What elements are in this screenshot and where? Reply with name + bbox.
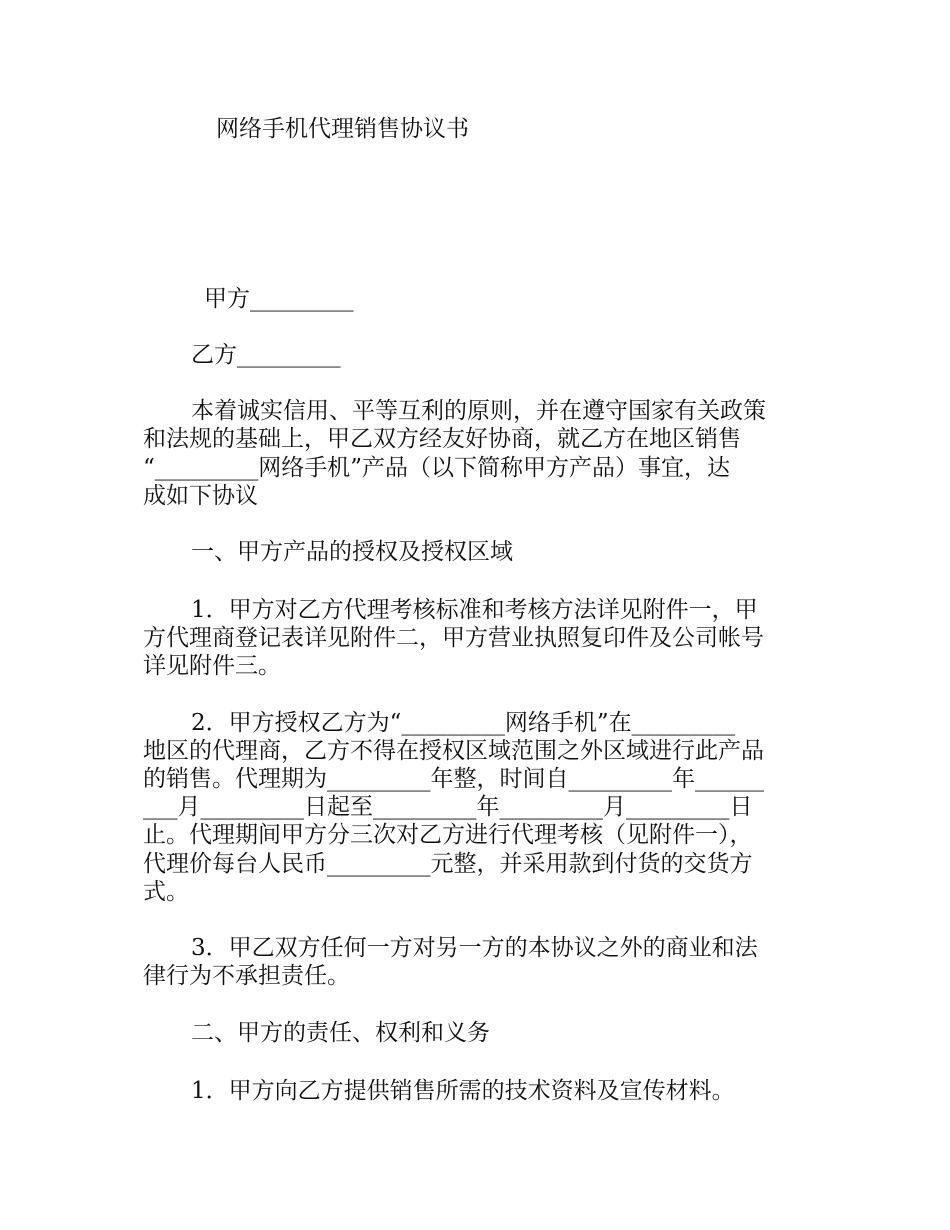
section1-item1-line-2: 方代理商登记表详见附件二，甲方营业执照复印件及公司帐号: [143, 625, 764, 651]
preamble-line-2: 和法规的基础上，甲乙双方经友好协商，就乙方在地区销售: [143, 426, 741, 452]
section1-item1-line-1: 1．甲方对乙方代理考核标准和考核方法详见附件一，甲: [191, 597, 758, 623]
party-b-line: 乙方_________: [191, 342, 341, 368]
section1-item2-line-4: ___月_________日起至_________年_________月_________日: [143, 794, 753, 820]
section1-item2-line-1: 2．甲方授权乙方为“_________网络手机”在_________: [191, 710, 736, 736]
section2-heading: 二、甲方的责任、权利和义务: [191, 1020, 490, 1046]
document-title: 网络手机代理销售协议书: [216, 116, 469, 142]
party-a-line: 甲方_________: [204, 286, 354, 312]
section1-item2-line-6: 代理价每台人民币_________元整，并采用款到付货的交货方: [143, 851, 753, 877]
section1-item2-line-3: 的销售。代理期为_________年整，时间自_________年______: [143, 766, 764, 792]
section1-heading: 一、甲方产品的授权及授权区域: [191, 539, 513, 565]
section1-item2-line-7: 式。: [143, 879, 189, 905]
preamble-line-4: 成如下协议: [143, 483, 258, 509]
section1-item3-line-2: 律行为不承担责任。: [143, 963, 350, 989]
section2-item1-line-1: 1．甲方向乙方提供销售所需的技术资料及宣传材料。: [191, 1078, 735, 1104]
preamble-line-3: “_________网络手机”产品（以下简称甲方产品）事宜，达: [143, 455, 731, 481]
section1-item2-line-5: 止。代理期间甲方分三次对乙方进行代理考核（见附件一），: [143, 822, 753, 848]
section1-item1-line-3: 详见附件三。: [143, 653, 281, 679]
section1-item3-line-1: 3．甲乙双方任何一方对另一方的本协议之外的商业和法: [191, 935, 758, 961]
preamble-line-1: 本着诚实信用、平等互利的原则，并在遵守国家有关政策: [191, 398, 766, 424]
section1-item2-line-2: 地区的代理商，乙方不得在授权区域范围之外区域进行此产品: [143, 738, 764, 764]
